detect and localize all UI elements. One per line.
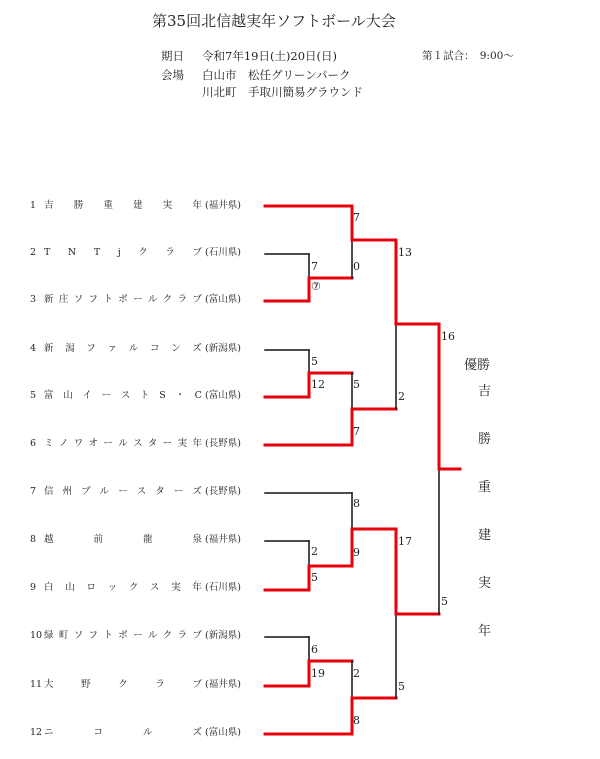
match-score: 6	[311, 643, 318, 656]
match-score: 5	[398, 680, 405, 693]
team-prefecture: (富山県)	[205, 390, 241, 401]
team-name: T N T j ク ラ ブ	[44, 247, 202, 258]
match-score: 0	[353, 260, 360, 273]
team-prefecture: (長野県)	[205, 486, 241, 497]
match-score: 9	[353, 546, 360, 559]
team-prefecture: (福井県)	[205, 200, 241, 211]
team-prefecture: (新潟県)	[205, 630, 241, 641]
match-score: 5	[353, 378, 360, 391]
champion-name-char: 建	[478, 528, 492, 543]
team-name: 大 野 ク ラ ブ	[44, 679, 202, 690]
champion-name-char: 吉	[478, 384, 492, 399]
first-game-time: 第１試合： 9:00〜	[422, 50, 514, 62]
team-seed: 9	[30, 582, 37, 593]
match-score: 7	[353, 425, 360, 438]
match-score: 12	[311, 378, 325, 391]
match-score: 5	[311, 355, 318, 368]
match-score: 2	[353, 667, 360, 680]
champion-name-char: 重	[478, 480, 492, 495]
team-name: 白 山 ロ ッ ク ス 実 年	[44, 582, 202, 593]
team-prefecture: (福井県)	[205, 534, 241, 545]
team-seed: 3	[30, 294, 37, 305]
match-score: 2	[398, 390, 405, 403]
match-score: 7	[353, 211, 360, 224]
venue-2: 川北町 手取川簡易グラウンド	[202, 85, 363, 99]
team-seed: 6	[30, 438, 37, 449]
team-seed: 4	[30, 343, 37, 354]
date-label: 期日	[161, 49, 184, 63]
champion-name-char: 勝	[478, 432, 492, 447]
match-score: 7	[311, 260, 318, 273]
team-seed: 7	[30, 486, 37, 497]
match-score: 8	[353, 714, 360, 727]
champion-name	[478, 380, 491, 668]
team-prefecture: (石川県)	[205, 247, 241, 258]
team-prefecture: (福井県)	[205, 679, 241, 690]
team-seed: 8	[30, 534, 37, 545]
match-score: ⑦	[311, 280, 321, 293]
page-title: 第35回北信越実年ソフトボール大会	[152, 12, 396, 30]
team-prefecture: (長野県)	[205, 438, 241, 449]
champion-name-char: 実	[478, 576, 492, 591]
team-name: 信 州 ブ ル ー ス タ ー ズ	[44, 486, 202, 497]
team-prefecture: (新潟県)	[205, 343, 241, 354]
team-seed: 2	[30, 247, 37, 258]
team-name: 富 山 イ ー ス ト S ・ C	[44, 390, 202, 401]
match-score: 16	[441, 330, 455, 343]
match-score: 19	[311, 667, 325, 680]
champion-name-char: 年	[478, 624, 492, 639]
match-score: 13	[398, 246, 412, 259]
team-seed: 10	[30, 630, 43, 641]
venue-label: 会場	[161, 68, 184, 82]
champion-label: 優勝	[464, 358, 491, 373]
team-name: ニ コ ル ズ	[44, 727, 202, 738]
team-name: 吉 勝 重 建 実 年	[44, 200, 202, 211]
date-value: 令和7年19日(土)20日(日)	[202, 49, 338, 63]
venue-1: 白山市 松任グリーンパーク	[202, 68, 351, 82]
team-name: 新 潟 フ ァ ル コ ン ズ	[44, 343, 202, 354]
team-name: 新 庄 ソ フ ト ボ ー ル ク ラ ブ	[44, 294, 202, 305]
team-name: ミ ノ ワ オ ー ル ス タ ー 実 年	[44, 438, 202, 449]
match-score: 5	[311, 571, 318, 584]
match-score: 17	[398, 535, 412, 548]
team-name: 緑 町 ソ フ ト ボ ー ル ク ラ ブ	[44, 630, 202, 641]
team-prefecture: (富山県)	[205, 727, 241, 738]
team-prefecture: (石川県)	[205, 582, 241, 593]
team-name: 越 前 龍 泉	[44, 534, 202, 545]
team-seed: 12	[30, 727, 43, 738]
match-score: 2	[311, 545, 318, 558]
match-score: 5	[441, 595, 448, 608]
team-seed: 1	[30, 200, 37, 211]
match-score: 8	[353, 497, 360, 510]
team-seed: 5	[30, 390, 37, 401]
team-seed: 11	[30, 679, 43, 690]
team-prefecture: (富山県)	[205, 294, 241, 305]
